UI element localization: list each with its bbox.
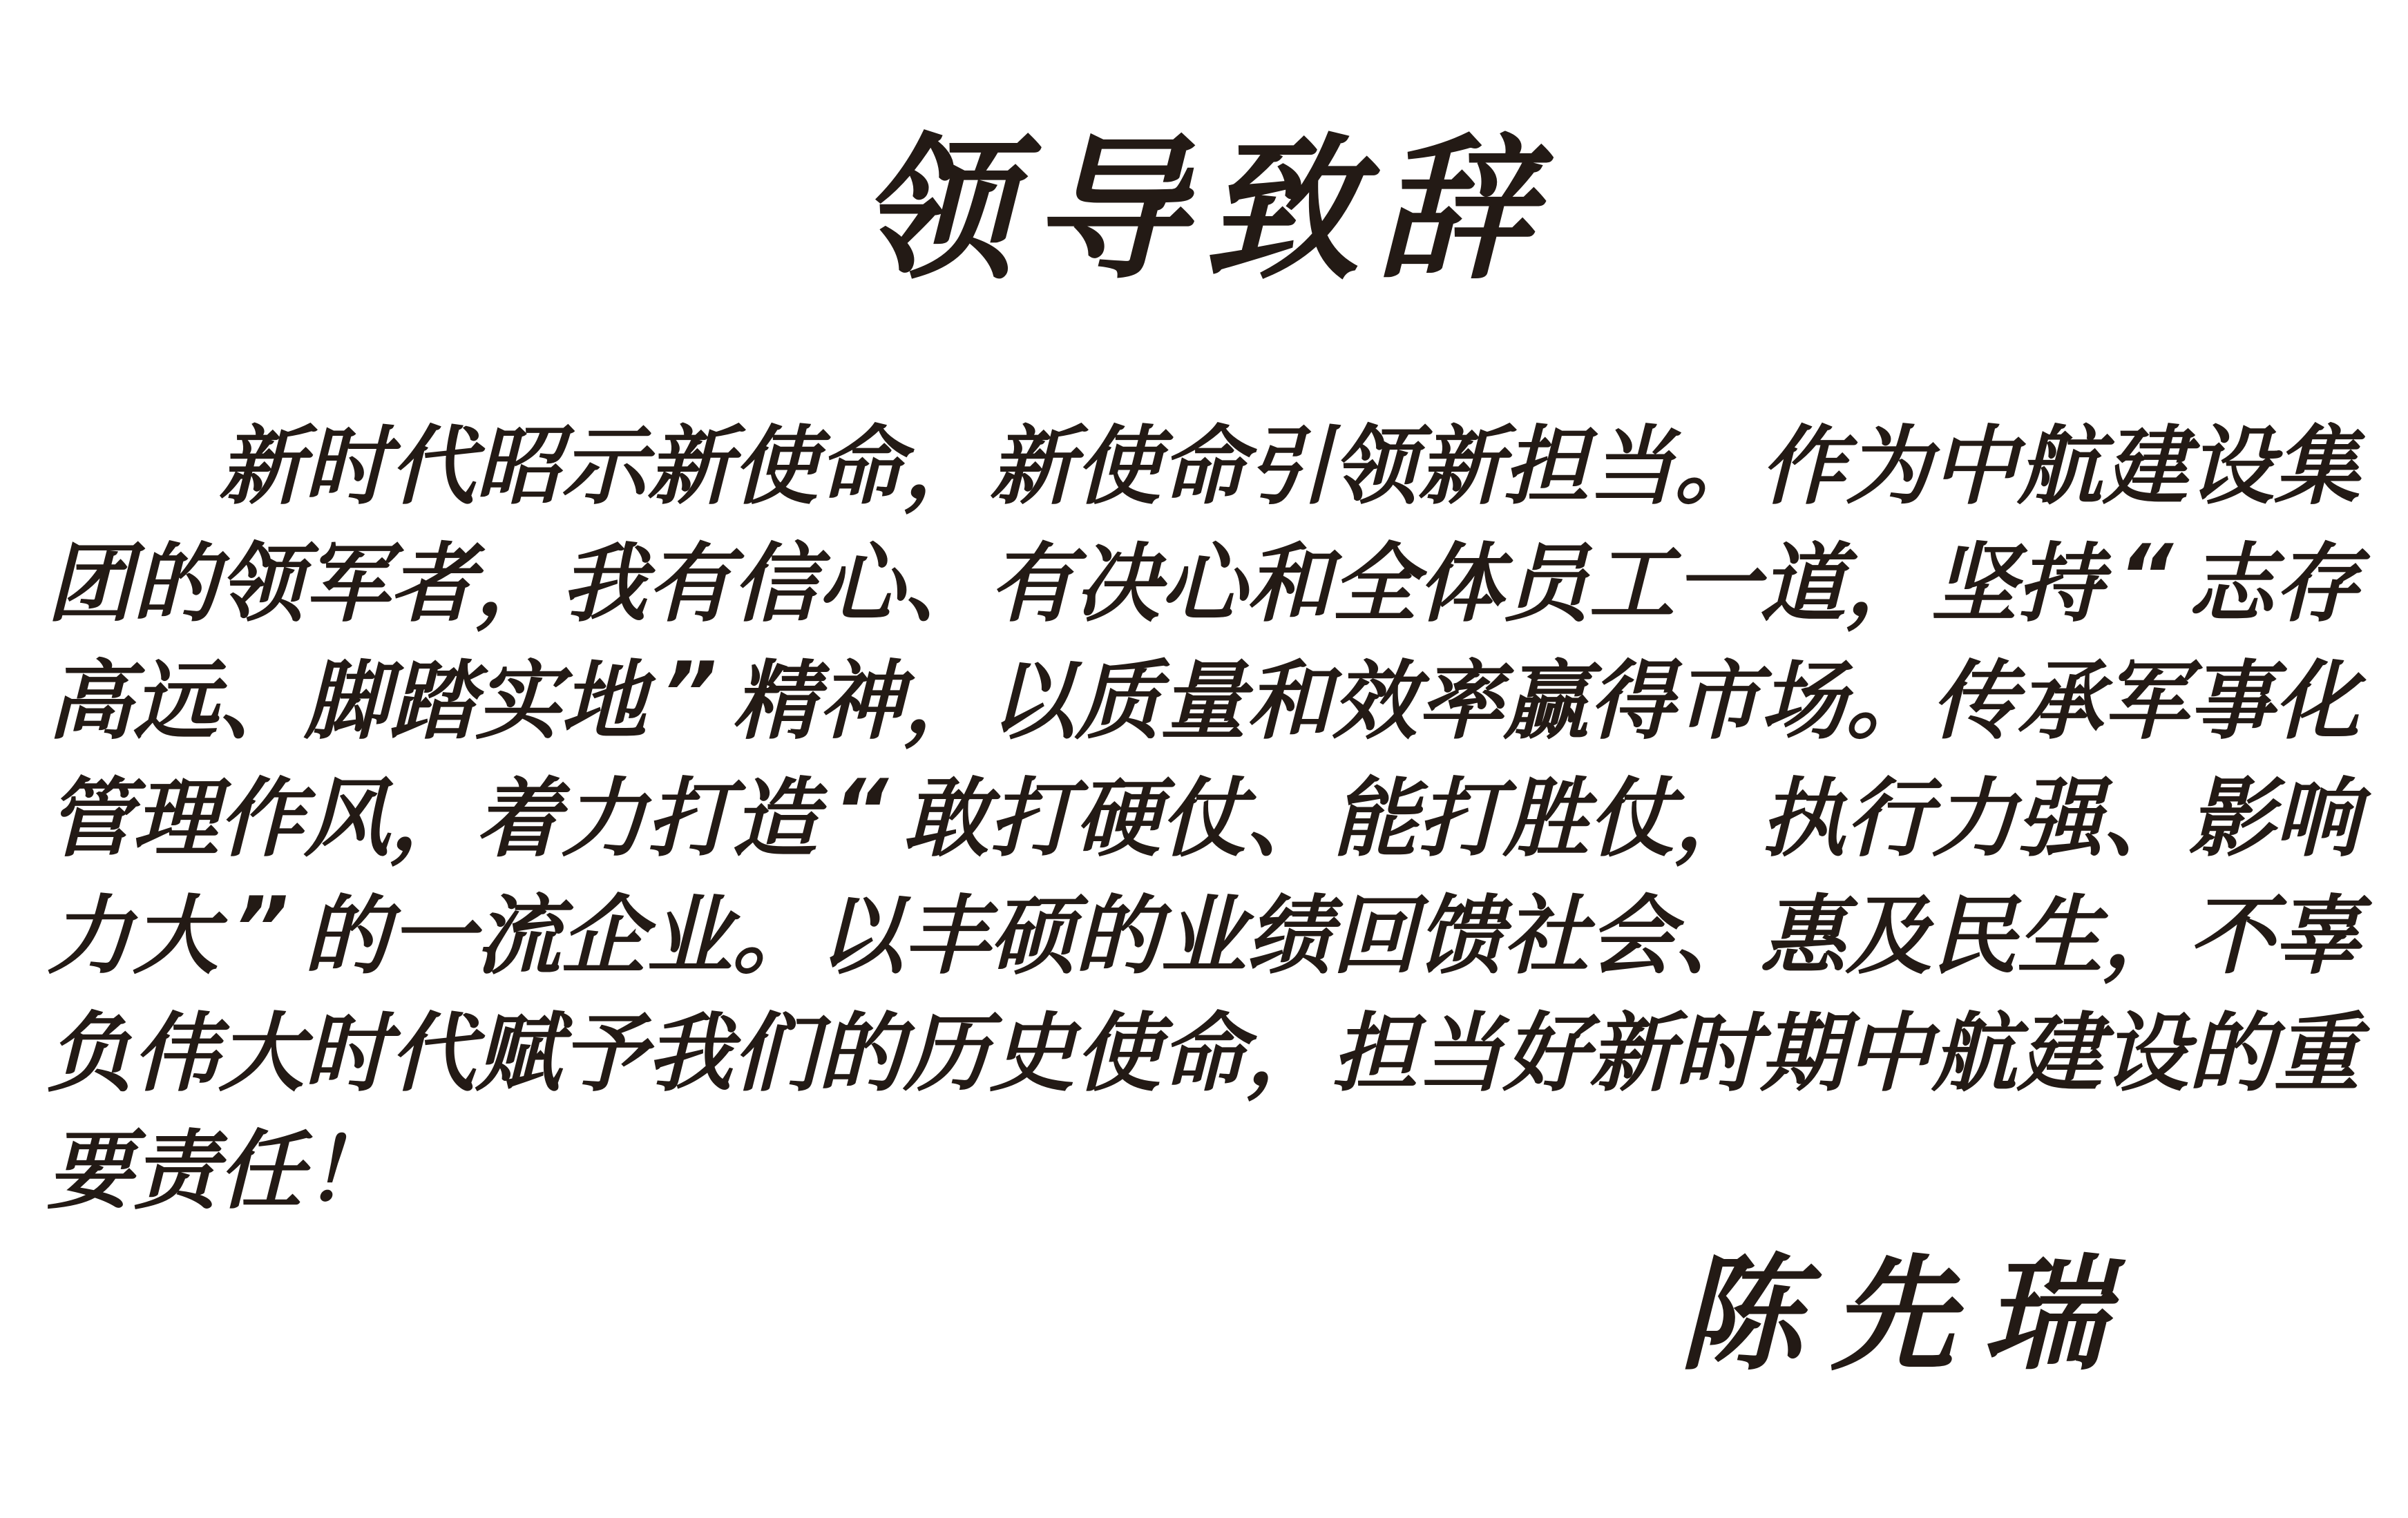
- char-cell: 以: [818, 887, 904, 986]
- char-cell: 丰: [904, 887, 990, 986]
- char-cell: 社: [1503, 887, 1589, 986]
- char-cell: 历: [904, 1004, 990, 1104]
- char-cell: 航: [2017, 417, 2103, 517]
- signature: 陈先瑞: [1678, 1243, 2134, 1387]
- char-cell: 强: [2017, 769, 2103, 869]
- char-cell: 回: [1332, 887, 1418, 986]
- char-cell: 远: [133, 652, 219, 751]
- char-cell: 新: [989, 417, 1076, 517]
- char-cell: 示: [561, 417, 647, 517]
- char-cell: 团: [47, 535, 133, 634]
- char-cell: 以: [989, 652, 1076, 751]
- char-cell: 硕: [989, 887, 1076, 986]
- char-cell: 市: [1674, 652, 1761, 751]
- char-cell: 力: [561, 769, 647, 869]
- char-cell: 好: [1503, 1004, 1589, 1104]
- text-line: [47, 1105, 2361, 1222]
- char-cell: 新: [1417, 417, 1504, 517]
- char-cell: 着: [475, 769, 562, 869]
- char-cell: 赢: [1503, 652, 1589, 751]
- char-cell: 新: [218, 417, 305, 517]
- char-cell: ，: [390, 769, 476, 869]
- char-cell: 胜: [1503, 769, 1589, 869]
- char-cell: 信: [732, 535, 819, 634]
- char-cell: 大: [218, 1004, 305, 1104]
- char-cell: 打: [647, 769, 733, 869]
- char-cell: 建: [2103, 417, 2189, 517]
- char-cell: 效: [1332, 652, 1418, 751]
- char-cell: 中: [1846, 1004, 1932, 1104]
- char-cell: 新: [647, 417, 733, 517]
- char-cell: 及: [1846, 887, 1932, 986]
- char-cell: ”: [662, 644, 717, 744]
- char-cell: 有: [989, 535, 1076, 634]
- char-cell: ，: [1674, 769, 1761, 869]
- char-cell: ，: [2103, 887, 2189, 986]
- char-cell: 风: [304, 769, 390, 869]
- char-cell: 设: [2103, 1004, 2189, 1104]
- char-cell: 军: [2103, 652, 2189, 751]
- char-cell: 脚: [304, 652, 390, 751]
- char-cell: 当: [1589, 417, 1675, 517]
- char-cell: 实: [475, 652, 562, 751]
- char-cell: 业: [647, 887, 733, 986]
- char-cell: 领: [218, 535, 305, 634]
- char-cell: 民: [1931, 887, 2018, 986]
- char-cell: 的: [304, 887, 390, 986]
- char-cell: 不: [2188, 887, 2275, 986]
- char-cell: 会: [1589, 887, 1675, 986]
- char-cell: 力: [1931, 769, 2018, 869]
- char-cell: 时: [1674, 1004, 1761, 1104]
- char-cell: 理: [133, 769, 219, 869]
- char-cell: 踏: [390, 652, 476, 751]
- char-cell: 绩: [1246, 887, 1332, 986]
- char-cell: 代: [390, 1004, 476, 1104]
- char-cell: 、: [1674, 887, 1761, 986]
- char-cell: 业: [1160, 887, 1247, 986]
- char-cell: 流: [475, 887, 562, 986]
- char-cell: “: [833, 762, 888, 861]
- char-cell: 担: [1332, 1004, 1418, 1104]
- char-cell: 能: [1332, 769, 1418, 869]
- char-cell: 坚: [1931, 535, 2018, 634]
- char-cell: 当: [1417, 1004, 1504, 1104]
- char-cell: 大: [133, 887, 219, 986]
- char-cell: 建: [2017, 1004, 2103, 1104]
- char-cell: 重: [2274, 1004, 2360, 1104]
- text-line: [47, 518, 2361, 635]
- char-cell: 一: [1674, 535, 1761, 634]
- char-cell: 存: [2274, 535, 2360, 634]
- char-cell: 志: [2188, 535, 2275, 634]
- char-cell: 、: [218, 652, 305, 751]
- char-cell: 伟: [133, 1004, 219, 1104]
- char-cell: 硬: [1075, 769, 1161, 869]
- char-cell: 员: [1503, 535, 1589, 634]
- char-cell: 敢: [904, 769, 990, 869]
- char-cell: 得: [1589, 652, 1675, 751]
- char-cell: 一: [390, 887, 476, 986]
- text-line: [47, 870, 2361, 988]
- char-cell: 、: [904, 535, 990, 634]
- char-cell: 为: [1846, 417, 1932, 517]
- char-cell: 打: [989, 769, 1076, 869]
- char-cell: 决: [1075, 535, 1161, 634]
- char-cell: 、: [1246, 769, 1332, 869]
- char-cell: 昭: [475, 417, 562, 517]
- char-cell: 管: [47, 769, 133, 869]
- char-cell: 生: [2017, 887, 2103, 986]
- char-cell: 响: [2274, 769, 2360, 869]
- char-cell: 设: [2188, 417, 2275, 517]
- char-cell: 们: [732, 1004, 819, 1104]
- char-cell: 惠: [1760, 887, 1846, 986]
- char-cell: 时: [304, 1004, 390, 1104]
- char-cell: ”: [233, 879, 289, 979]
- text-line: [47, 988, 2361, 1105]
- char-cell: ，: [1846, 535, 1932, 634]
- char-cell: “: [2118, 527, 2173, 626]
- char-cell: 造: [732, 769, 819, 869]
- char-cell: 使: [732, 417, 819, 517]
- char-cell: 使: [1075, 1004, 1161, 1104]
- char-cell: 命: [1160, 1004, 1247, 1104]
- char-cell: 作: [218, 769, 305, 869]
- address-body: [47, 401, 2361, 1222]
- char-cell: 担: [1503, 417, 1589, 517]
- char-cell: 化: [2274, 652, 2360, 751]
- char-cell: 我: [561, 535, 647, 634]
- char-cell: 全: [1332, 535, 1418, 634]
- char-cell: 承: [2017, 652, 2103, 751]
- char-cell: 航: [1931, 1004, 2018, 1104]
- char-cell: 事: [2188, 652, 2275, 751]
- char-cell: 的: [2188, 1004, 2275, 1104]
- char-cell: 力: [47, 887, 133, 986]
- char-cell: 。: [732, 887, 819, 986]
- char-cell: 质: [1075, 652, 1161, 751]
- char-cell: 军: [304, 535, 390, 634]
- page-title: 领导致辞: [859, 120, 1549, 301]
- char-cell: 任: [218, 1122, 305, 1221]
- char-cell: ，: [904, 417, 990, 517]
- char-cell: 影: [2188, 769, 2275, 869]
- char-cell: 中: [1931, 417, 2018, 517]
- char-cell: ！: [304, 1122, 390, 1221]
- text-line: [47, 635, 2361, 753]
- char-cell: ，: [904, 652, 990, 751]
- char-cell: 者: [390, 535, 476, 634]
- char-cell: 馈: [1417, 887, 1504, 986]
- char-cell: 使: [1075, 417, 1161, 517]
- char-cell: 的: [133, 535, 219, 634]
- char-cell: 要: [47, 1122, 133, 1221]
- char-cell: 。: [1674, 417, 1761, 517]
- char-cell: 新: [1589, 1004, 1675, 1104]
- char-cell: 心: [818, 535, 904, 634]
- char-cell: 行: [1846, 769, 1932, 869]
- char-cell: 、: [2103, 769, 2189, 869]
- char-cell: 企: [561, 887, 647, 986]
- char-cell: 打: [1417, 769, 1504, 869]
- char-cell: 体: [1417, 535, 1504, 634]
- char-cell: ，: [1246, 1004, 1332, 1104]
- char-cell: 执: [1760, 769, 1846, 869]
- char-cell: 辜: [2274, 887, 2360, 986]
- char-cell: 高: [47, 652, 133, 751]
- char-cell: 有: [647, 535, 733, 634]
- char-cell: 引: [1246, 417, 1332, 517]
- char-cell: 我: [647, 1004, 733, 1104]
- char-cell: 仗: [1160, 769, 1247, 869]
- char-cell: 期: [1760, 1004, 1846, 1104]
- char-cell: 。: [1846, 652, 1932, 751]
- char-cell: 道: [1760, 535, 1846, 634]
- char-cell: 仗: [1589, 769, 1675, 869]
- char-cell: 的: [818, 1004, 904, 1104]
- char-cell: 心: [1160, 535, 1247, 634]
- char-cell: 精: [732, 652, 819, 751]
- char-cell: 工: [1589, 535, 1675, 634]
- text-line: [47, 753, 2361, 870]
- char-cell: 的: [1075, 887, 1161, 986]
- char-cell: 负: [47, 1004, 133, 1104]
- char-cell: 率: [1417, 652, 1504, 751]
- char-cell: 和: [1246, 535, 1332, 634]
- char-cell: 集: [2274, 417, 2360, 517]
- char-cell: 命: [1160, 417, 1247, 517]
- char-cell: 神: [818, 652, 904, 751]
- char-cell: 予: [561, 1004, 647, 1104]
- char-cell: 量: [1160, 652, 1247, 751]
- char-cell: 地: [561, 652, 647, 751]
- char-cell: 传: [1931, 652, 2018, 751]
- char-cell: 作: [1760, 417, 1846, 517]
- char-cell: 命: [818, 417, 904, 517]
- char-cell: 赋: [475, 1004, 562, 1104]
- char-cell: 史: [989, 1004, 1076, 1104]
- char-cell: 领: [1332, 417, 1418, 517]
- char-cell: 和: [1246, 652, 1332, 751]
- char-cell: 场: [1760, 652, 1846, 751]
- char-cell: 时: [304, 417, 390, 517]
- char-cell: 持: [2017, 535, 2103, 634]
- text-line: [47, 401, 2361, 518]
- char-cell: 责: [133, 1122, 219, 1221]
- char-cell: ，: [475, 535, 562, 634]
- char-cell: 代: [390, 417, 476, 517]
